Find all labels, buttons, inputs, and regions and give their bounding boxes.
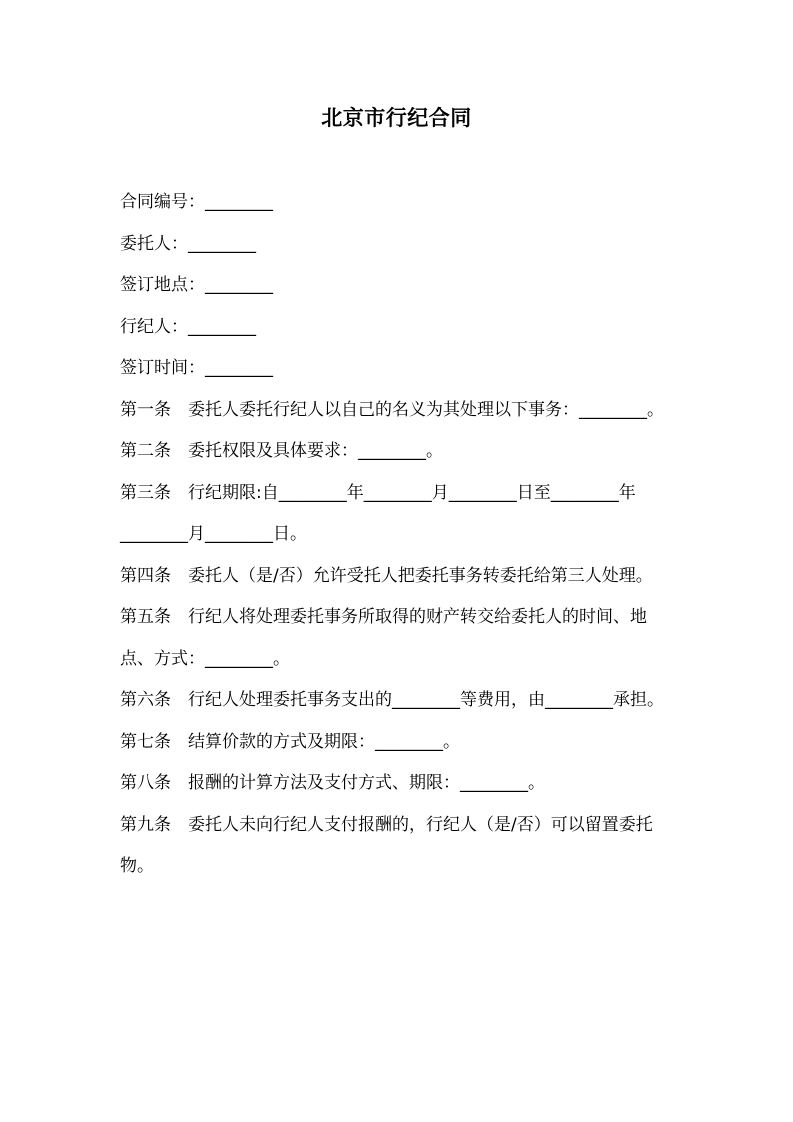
contract-number-field: 合同编号：________ [120, 192, 273, 212]
article-2: 第二条 委托权限及具体要求：________。 [120, 441, 443, 461]
principal-field: 委托人：________ [120, 233, 256, 254]
article-4: 第四条 委托人（是/否）允许受托人把委托事务转委托给第三人处理。 [120, 565, 653, 586]
signing-place-field: 签订地点：________ [120, 275, 273, 295]
article-1: 第一条 委托人委托行纪人以自己的名义为其处理以下事务：________。 [120, 399, 664, 420]
article-8: 第八条 报酬的计算方法及支付方式、期限：________。 [120, 773, 545, 793]
article-6: 第六条 行纪人处理委托事务支出的________等费用，由________承担。 [120, 690, 664, 710]
commission-agent-field: 行纪人：________ [120, 316, 256, 337]
article-7: 第七条 结算价款的方式及期限：________。 [120, 731, 460, 752]
article-9: 第九条 委托人未向行纪人支付报酬的，行纪人（是/否）可以留置委托物。 [120, 814, 653, 876]
article-5: 第五条 行纪人将处理委托事务所取得的财产转交给委托人的时间、地点、方式：________。 [120, 607, 647, 669]
document-title: 北京市行纪合同 [321, 106, 472, 130]
article-3: 第三条 行纪期限:自________年________月________日至________年________月________日。 [120, 482, 636, 544]
document-body [120, 182, 676, 888]
signing-time-field: 签订时间：________ [120, 358, 273, 378]
